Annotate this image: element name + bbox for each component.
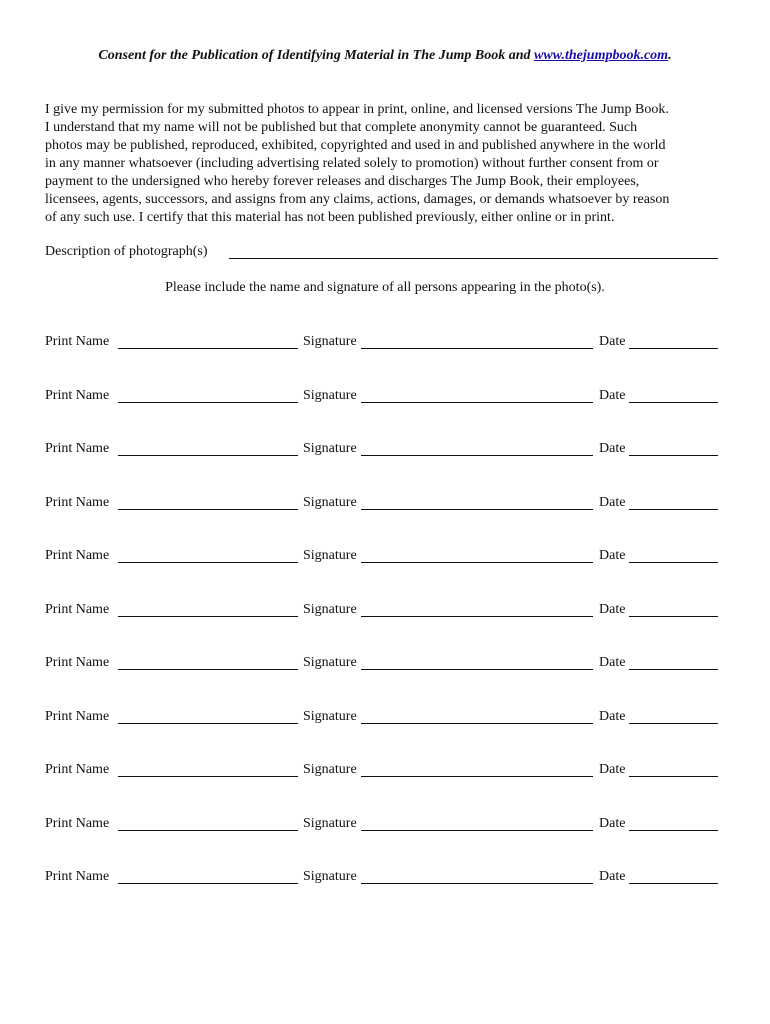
print-name-blank-line[interactable] [118,402,298,403]
print-name-label: Print Name [45,655,110,670]
signature-row [45,601,718,619]
print-name-blank-line[interactable] [118,562,298,563]
print-name-label: Print Name [45,495,110,510]
date-blank-line[interactable] [629,455,718,456]
signature-blank-line[interactable] [361,776,593,777]
signature-row [45,868,718,886]
date-blank-line[interactable] [629,509,718,510]
date-blank-line[interactable] [629,776,718,777]
print-name-label: Print Name [45,869,110,884]
description-blank-line[interactable] [229,258,718,259]
date-blank-line[interactable] [629,883,718,884]
title-suffix: . [668,48,672,63]
date-label: Date [599,334,626,349]
date-label: Date [599,441,626,456]
date-label: Date [599,655,626,670]
print-name-blank-line[interactable] [118,616,298,617]
print-name-blank-line[interactable] [118,776,298,777]
print-name-blank-line[interactable] [118,348,298,349]
date-blank-line[interactable] [629,723,718,724]
signature-label: Signature [303,655,357,670]
signature-row [45,654,718,672]
consent-paragraph: I give my permission for my submitted photos to appear in print, online, and licensed versions The Jump Book. I understand that my name will not be published but that complete anonymity cannot be guaranteed. Such photos may be published, reproduced, exhibited, copyrighted and used in and published anywhere in the world in any manner whatsoever (including advertising related solely to promotion) without further consent from or payment to the undersigned who hereby forever releases and discharges The Jump Book, their employees, licensees, agents, successors, and assigns from any claims, actions, damages, or demands whatsoever by reason of any such use. I certify that this material has not been published previously, either online or in print. [45,102,670,225]
date-blank-line[interactable] [629,562,718,563]
date-blank-line[interactable] [629,830,718,831]
print-name-blank-line[interactable] [118,830,298,831]
date-blank-line[interactable] [629,348,718,349]
date-blank-line[interactable] [629,669,718,670]
signature-blank-line[interactable] [361,455,593,456]
print-name-label: Print Name [45,441,110,456]
print-name-blank-line[interactable] [118,669,298,670]
signature-blank-line[interactable] [361,830,593,831]
signature-label: Signature [303,762,357,777]
signature-blank-line[interactable] [361,348,593,349]
signature-row [45,333,718,351]
date-label: Date [599,709,626,724]
description-label: Description of photograph(s) [45,244,208,259]
instruction-text: Please include the name and signature of all persons appearing in the photo(s). [165,280,605,295]
signature-blank-line[interactable] [361,402,593,403]
date-label: Date [599,869,626,884]
signature-row [45,440,718,458]
date-label: Date [599,388,626,403]
title-text: Consent for the Publication of Identifying Material in The Jump Book and [98,48,535,63]
print-name-blank-line[interactable] [118,883,298,884]
website-link[interactable]: www.thejumpbook.com [534,48,669,63]
print-name-blank-line[interactable] [118,723,298,724]
signature-label: Signature [303,388,357,403]
date-label: Date [599,816,626,831]
signature-row [45,815,718,833]
signature-row [45,761,718,779]
signature-blank-line[interactable] [361,669,593,670]
signature-blank-line[interactable] [361,723,593,724]
date-label: Date [599,762,626,777]
print-name-label: Print Name [45,762,110,777]
print-name-blank-line[interactable] [118,455,298,456]
print-name-label: Print Name [45,334,110,349]
print-name-label: Print Name [45,548,110,563]
print-name-label: Print Name [45,816,110,831]
date-label: Date [599,602,626,617]
signature-row [45,494,718,512]
signature-label: Signature [303,709,357,724]
document-title [0,47,770,65]
date-blank-line[interactable] [629,616,718,617]
signature-blank-line[interactable] [361,883,593,884]
signature-row [45,708,718,726]
signature-blank-line[interactable] [361,616,593,617]
description-field[interactable] [45,243,718,261]
signature-label: Signature [303,816,357,831]
print-name-label: Print Name [45,388,110,403]
signature-row [45,547,718,565]
print-name-label: Print Name [45,602,110,617]
date-blank-line[interactable] [629,402,718,403]
signature-blank-line[interactable] [361,562,593,563]
signature-label: Signature [303,602,357,617]
date-label: Date [599,495,626,510]
signature-label: Signature [303,869,357,884]
signature-label: Signature [303,548,357,563]
date-label: Date [599,548,626,563]
signature-row [45,387,718,405]
print-name-blank-line[interactable] [118,509,298,510]
signature-label: Signature [303,495,357,510]
print-name-label: Print Name [45,709,110,724]
signature-label: Signature [303,441,357,456]
signature-blank-line[interactable] [361,509,593,510]
signature-label: Signature [303,334,357,349]
